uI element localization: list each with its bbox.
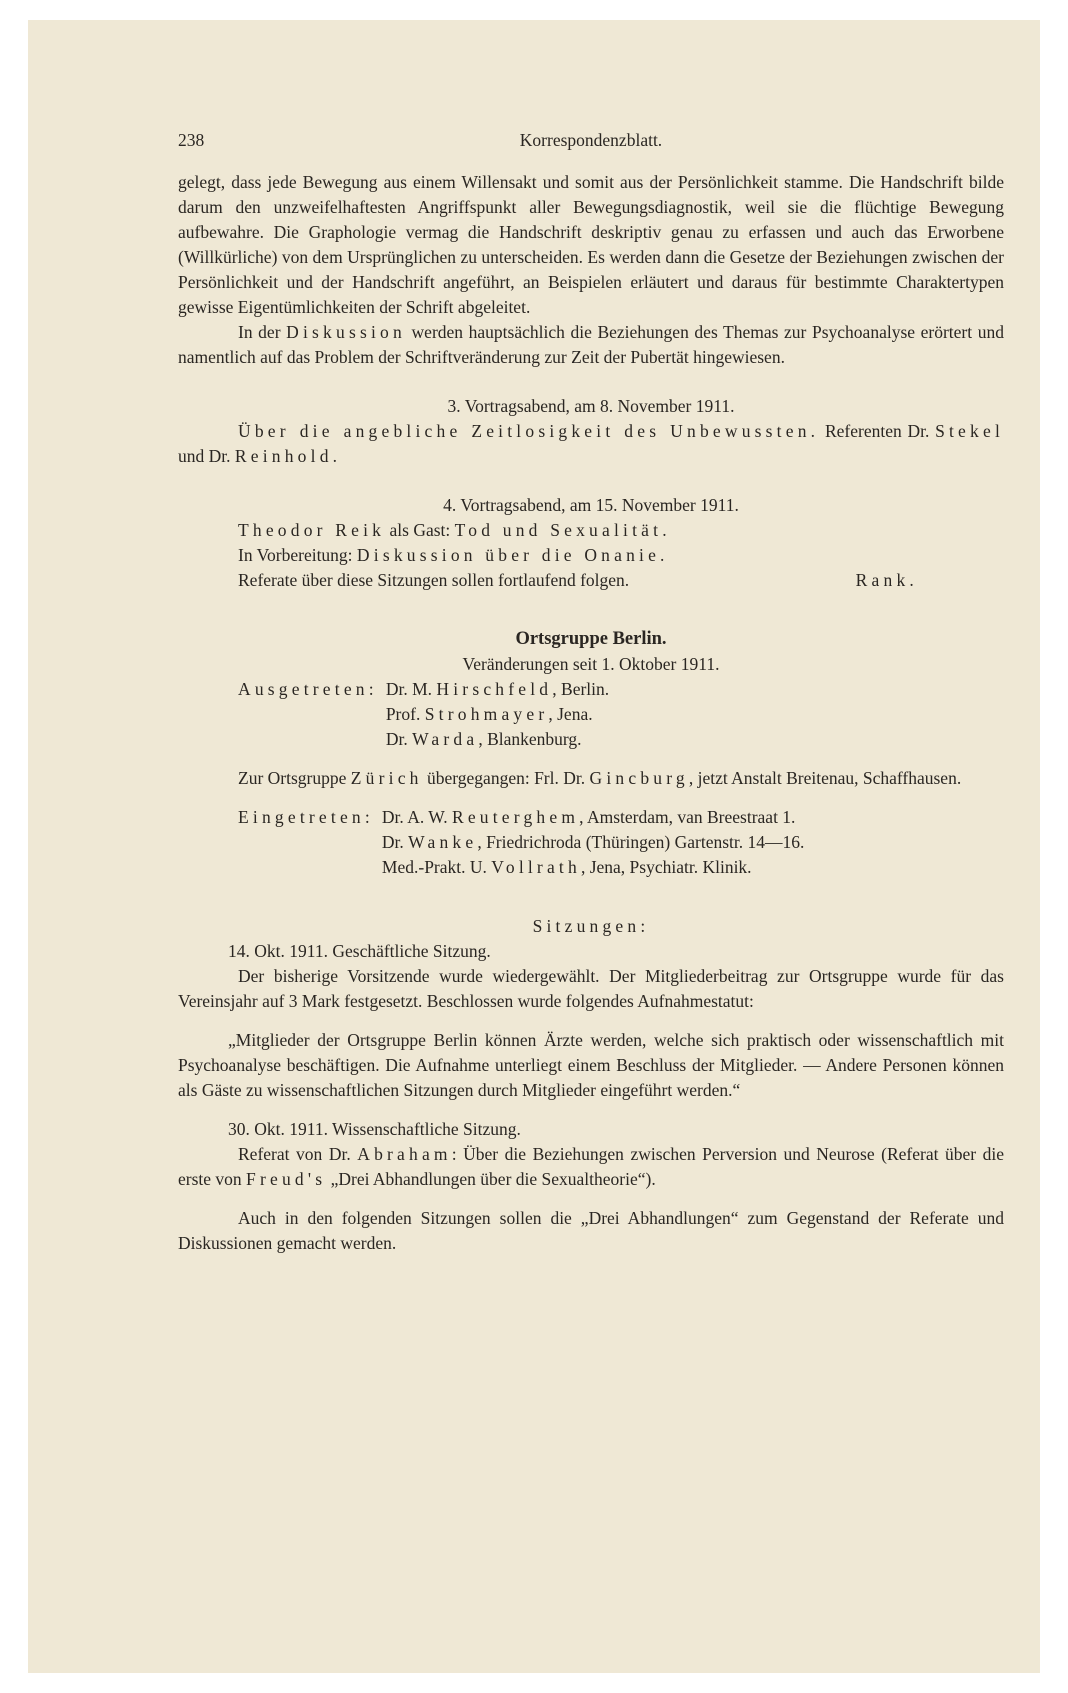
signature: Rank. xyxy=(855,570,918,590)
member-row: Prof. Strohmayer, Jena. xyxy=(385,704,593,724)
session2-text: Referat von Dr. Abraham: Über die Beziehungen zwischen Perversion und Neurose (Referat über die erste von Freud's „Drei Abhandlungen über die Sexualtheorie“). xyxy=(178,1144,1005,1189)
evening4-referate-row xyxy=(178,568,1004,593)
evening3-title: 3. Vortragsabend, am 8. November 1911. xyxy=(447,396,735,416)
berlin-changes: Veränderungen seit 1. Oktober 1911. xyxy=(462,654,720,674)
member-row: Dr. A. W. Reuterghem, Amsterdam, van Breestraat 1. xyxy=(381,807,796,827)
sitzungen-heading: Sitzungen: xyxy=(532,916,650,936)
page-number: 238 xyxy=(178,130,205,150)
scanned-page xyxy=(28,20,1040,1673)
final-paragraph: Auch in den folgenden Sitzungen sollen die „Drei Abhandlungen“ zum Gegenstand der Referate und Diskussionen gemacht werden. xyxy=(178,1208,1004,1253)
session1-text: Der bisherige Vorsitzende wurde wiedergewählt. Der Mitgliederbeitrag zur Ortsgruppe wurde für das Vereinsjahr auf 3 Mark festgesetzt. Beschlossen wurde folgendes Aufnahmestatut: xyxy=(178,966,1004,1011)
joined-label: Eingetreten: xyxy=(238,807,374,827)
page-content xyxy=(178,128,1004,1256)
zurich-note: Zur Ortsgruppe Zürich übergegangen: Frl. Dr. Gincburg, jetzt Anstalt Breitenau, Schaffhausen. xyxy=(238,768,962,788)
statute-quote: „Mitglieder der Ortsgruppe Berlin können Ärzte werden, welche sich praktisch oder wissenschaftlich mit Psychoanalyse beschäftigen. Die Aufnahme unterliegt einem Beschluss der Mitglieder. — Andere Personen können als Gäste zu wissenschaftlichen Sitzungen durch Mitglieder eingeführt werden.“ xyxy=(178,1030,1004,1100)
member-row: Dr. Warda, Blankenburg. xyxy=(385,729,582,749)
running-title: Korrespondenzblatt. xyxy=(519,130,663,150)
page-header xyxy=(178,128,1004,154)
left-members-list xyxy=(178,677,1004,752)
joined-members-list xyxy=(178,805,1004,880)
member-row: Dr. M. Hirschfeld, Berlin. xyxy=(385,679,610,699)
referate-note: Referate über diese Sitzungen sollen fortlaufend folgen. xyxy=(238,570,630,590)
session1-title: 14. Okt. 1911. Geschäftliche Sitzung. xyxy=(228,941,491,961)
evening3-topic: Über die angebliche Zeitlosigkeit des Unbewussten. Referenten Dr. Stekel und Dr. Reinhold. xyxy=(178,421,1005,466)
berlin-heading: Ortsgruppe Berlin. xyxy=(515,629,667,649)
member-row: Med.-Prakt. U. Vollrath, Jena, Psychiatr. Klinik. xyxy=(381,857,752,877)
evening4-title: 4. Vortragsabend, am 15. November 1911. xyxy=(443,495,739,515)
spaced-word: Diskussion xyxy=(286,322,406,342)
paragraph-graphology: gelegt, dass jede Bewegung aus einem Willensakt und somit aus der Persönlichkeit stamme. Die Handschrift bilde darum den unzweifelhaftesten Angriffspunkt aller Bewegungsdiagnostik, weil sie die flüchtige Bewegung aufbewahre. Die Graphologie vermag die Handschrift deskriptiv genau zu erfassen und auch das Erworbene (Willkürliche) von dem Ursprünglichen zu unterscheiden. Es werden dann die Gesetze der Beziehungen zwischen der Persönlichkeit und der Handschrift angeführt, an Beispielen erläutert und daraus für bestimmte Charaktertypen gewisse Eigentümlichkeiten der Schrift abgeleitet. xyxy=(178,172,1004,317)
evening4-reik: Theodor Reik als Gast: Tod und Sexualität. xyxy=(238,520,671,540)
paragraph-discussion: In der Diskussion werden hauptsächlich die Beziehungen des Themas zur Psychoanalyse erörtert und namentlich auf das Problem der Schriftveränderung zur Zeit der Pubertät hingewiesen. xyxy=(178,322,1004,367)
session2-title: 30. Okt. 1911. Wissenschaftliche Sitzung. xyxy=(228,1119,521,1139)
member-row: Dr. Wanke, Friedrichroda (Thüringen) Gartenstr. 14—16. xyxy=(381,832,805,852)
evening4-prep: In Vorbereitung: Diskussion über die Onanie. xyxy=(238,545,669,565)
left-label: Ausgetreten: xyxy=(238,679,378,699)
